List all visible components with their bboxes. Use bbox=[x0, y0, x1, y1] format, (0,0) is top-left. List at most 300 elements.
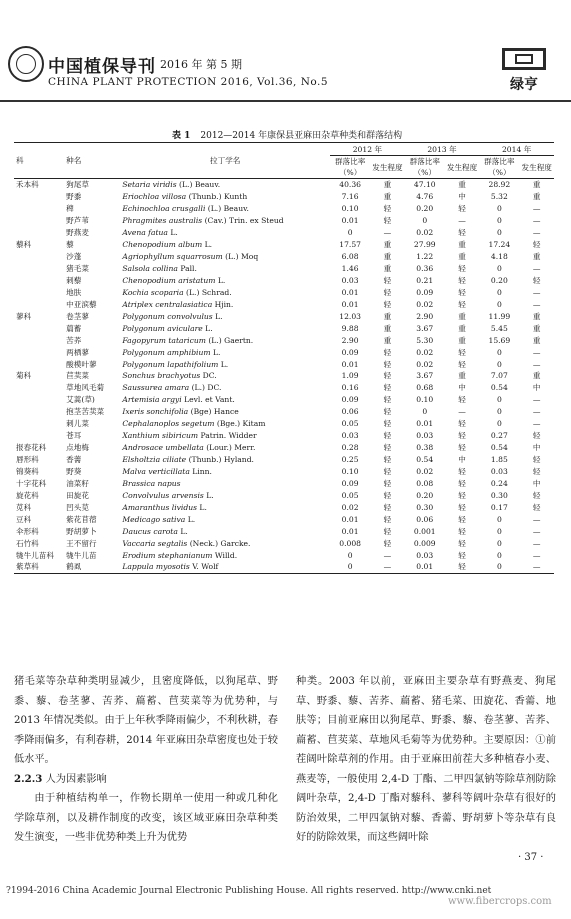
table-row bbox=[14, 406, 554, 418]
journal-title-cn: 中国植保导刊 bbox=[48, 57, 156, 77]
latin-author: Hjin. bbox=[214, 299, 234, 309]
col-ratio-unit: （%） bbox=[488, 168, 511, 177]
ratio-cell: 0 bbox=[496, 347, 502, 357]
table-caption bbox=[172, 128, 402, 141]
latin-author: L. bbox=[180, 526, 188, 536]
latin-author: (Bge.) Kitam bbox=[216, 419, 266, 429]
level-cell: 轻 bbox=[383, 383, 392, 393]
ratio-cell: 0 bbox=[496, 204, 502, 214]
ratio-cell: 0.03 bbox=[416, 550, 434, 560]
species-cell: 苍耳 bbox=[66, 431, 82, 441]
level-cell: 中 bbox=[458, 192, 466, 202]
family-cell bbox=[14, 251, 64, 263]
level-cell: 轻 bbox=[458, 228, 466, 238]
table-row bbox=[14, 466, 554, 478]
species-cell: 点地梅 bbox=[66, 443, 89, 453]
copyright-footer: ?1994-2016 China Academic Journal Electronic Publishing House. All rights reserved. http://www.cnki.net bbox=[6, 886, 492, 896]
ratio-cell: 0.06 bbox=[416, 514, 434, 524]
journal-title-en: CHINA PLANT PROTECTION 2016, Vol.36, No.5 bbox=[48, 76, 329, 88]
family-cell bbox=[14, 418, 64, 430]
level-cell: 轻 bbox=[458, 299, 466, 309]
family-cell: 牻牛儿苗科 bbox=[16, 550, 54, 560]
level-cell: 重 bbox=[532, 180, 541, 190]
ratio-cell: 17.24 bbox=[488, 240, 511, 250]
ratio-cell: 0 bbox=[496, 216, 502, 226]
species-cell: 鹤虱 bbox=[66, 562, 82, 572]
family-cell: 苋科 bbox=[16, 502, 32, 512]
level-cell: 中 bbox=[458, 383, 466, 393]
family-cell: 藜科 bbox=[16, 240, 32, 250]
ratio-cell: 0.03 bbox=[490, 466, 508, 476]
latin-name-cell bbox=[120, 215, 330, 227]
page-number: · 37 · bbox=[518, 852, 544, 863]
col-ratio: 群落比率 bbox=[409, 157, 440, 166]
level-cell: 重 bbox=[458, 252, 466, 262]
level-cell: — bbox=[532, 514, 541, 524]
latin-author: L. bbox=[215, 311, 223, 321]
ratio-cell: 0.68 bbox=[416, 383, 434, 393]
ratio-cell: 0.30 bbox=[490, 490, 508, 500]
level-cell: — bbox=[532, 419, 541, 429]
ratio-cell: 1.85 bbox=[490, 455, 508, 465]
latin-author: (L.) Schrad. bbox=[186, 287, 232, 297]
table-row bbox=[14, 203, 554, 215]
latin-author: L. bbox=[170, 228, 178, 238]
ratio-cell: 40.36 bbox=[339, 180, 362, 190]
ratio-cell: 0 bbox=[347, 562, 353, 572]
level-cell: 轻 bbox=[383, 287, 392, 297]
ratio-cell: 0.02 bbox=[416, 359, 434, 369]
family-cell bbox=[14, 215, 64, 227]
ratio-cell: 0.36 bbox=[416, 264, 434, 274]
level-cell: 轻 bbox=[458, 550, 466, 560]
ratio-cell: 0.02 bbox=[416, 347, 434, 357]
family-cell bbox=[14, 394, 64, 406]
level-cell: 轻 bbox=[458, 275, 466, 285]
ratio-cell: 5.45 bbox=[490, 323, 508, 333]
latin-author: Patrin. Widder bbox=[200, 431, 257, 441]
table-row bbox=[14, 477, 554, 489]
ratio-cell: 0.008 bbox=[339, 538, 362, 548]
latin-name-cell bbox=[120, 561, 330, 573]
latin-author: L. bbox=[217, 275, 226, 285]
ratio-cell: 12.03 bbox=[339, 311, 362, 321]
latin-binomial: Elsholtzia ciliate bbox=[122, 455, 187, 465]
level-cell: 轻 bbox=[383, 455, 392, 465]
ratio-cell: 5.32 bbox=[490, 192, 508, 202]
species-cell: 牻牛儿苗 bbox=[66, 550, 97, 560]
family-cell: 豆科 bbox=[16, 514, 32, 524]
level-cell: 重 bbox=[383, 311, 392, 321]
level-cell: 轻 bbox=[383, 216, 392, 226]
ratio-cell: 0.01 bbox=[341, 514, 359, 524]
level-cell: 轻 bbox=[458, 443, 466, 453]
level-cell: 轻 bbox=[383, 502, 392, 512]
table-row bbox=[14, 251, 554, 263]
paragraph: 由于种植结构单一，作物长期单一使用一种或几种化学除草剂，以及耕作制度的改变，该区域亚麻田杂草种类发生演变，一些非优势种类上升为优势 bbox=[14, 793, 278, 843]
family-cell bbox=[14, 430, 64, 442]
level-cell: 轻 bbox=[383, 359, 392, 369]
latin-binomial: Fagopyrum tataricum bbox=[122, 335, 206, 345]
col-species: 种名 bbox=[66, 156, 82, 165]
species-cell: 酸模叶蓼 bbox=[66, 359, 97, 369]
species-cell: 野芦苇 bbox=[66, 216, 89, 226]
journal-logo-icon bbox=[8, 46, 44, 82]
ratio-cell: 0.01 bbox=[341, 216, 359, 226]
latin-name-cell bbox=[120, 477, 330, 489]
latin-name-cell bbox=[120, 179, 330, 191]
level-cell: 中 bbox=[458, 455, 466, 465]
table-title: 2012—2014 年康保县亚麻田杂草种类和群落结构 bbox=[200, 131, 403, 141]
latin-binomial: Agriophyllum squarrosum bbox=[122, 252, 223, 262]
level-cell: 重 bbox=[532, 311, 541, 321]
latin-binomial: Ixeris sonchifolia bbox=[122, 407, 189, 417]
family-cell: 蓼科 bbox=[16, 311, 32, 321]
level-cell: — bbox=[532, 216, 541, 226]
ratio-cell: 0 bbox=[496, 287, 502, 297]
ratio-cell: 15.69 bbox=[488, 335, 511, 345]
level-cell: — bbox=[532, 299, 541, 309]
latin-name-cell bbox=[120, 203, 330, 215]
latin-binomial: Polygonum lapathifolium bbox=[122, 359, 219, 369]
table-row bbox=[14, 334, 554, 346]
level-cell: — bbox=[532, 407, 541, 417]
ratio-cell: 0.08 bbox=[416, 478, 434, 488]
ratio-cell: 0 bbox=[496, 514, 502, 524]
latin-name-cell bbox=[120, 537, 330, 549]
family-cell: 旋花科 bbox=[16, 490, 39, 500]
species-cell: 王不留行 bbox=[66, 538, 97, 548]
paragraph: 猪毛菜等杂草种类明显减少，且密度降低，以狗尾草、野黍、藜、卷茎蓼、苦荞、萹蓄、苣荬菜等为优势种，与 2013 年情况类似。由于上年秋季降雨偏少，不利秋耕，春季降雨偏多，有利春耕，2014 年亚麻田杂草密度也处于较低水平。 bbox=[14, 676, 278, 765]
species-cell: 藜 bbox=[66, 240, 74, 250]
col-ratio: 群落比率 bbox=[334, 157, 366, 166]
ratio-cell: 0.16 bbox=[341, 383, 359, 393]
ratio-cell: 0.02 bbox=[416, 466, 434, 476]
table-row bbox=[14, 537, 554, 549]
level-cell: 轻 bbox=[458, 466, 466, 476]
level-cell: 轻 bbox=[532, 240, 541, 250]
ratio-cell: 0.03 bbox=[341, 275, 359, 285]
body-left-column bbox=[14, 672, 278, 848]
species-cell: 野黍 bbox=[66, 192, 82, 202]
species-cell: 刺藜 bbox=[66, 275, 82, 285]
ratio-cell: 7.07 bbox=[490, 371, 508, 381]
col-ratio: 群落比率 bbox=[484, 157, 515, 166]
level-cell: 轻 bbox=[458, 562, 466, 572]
ratio-cell: 0.09 bbox=[341, 478, 359, 488]
latin-binomial: Brassica napus bbox=[122, 478, 181, 488]
brand-mark-icon bbox=[502, 48, 546, 70]
level-cell: 轻 bbox=[458, 419, 466, 429]
latin-name-cell bbox=[120, 310, 330, 322]
ratio-cell: 11.99 bbox=[488, 311, 511, 321]
col-ratio-unit: （%） bbox=[413, 168, 436, 177]
level-cell: 轻 bbox=[383, 514, 392, 524]
level-cell: 重 bbox=[383, 264, 392, 274]
weed-species-table bbox=[14, 142, 554, 574]
latin-author: (Cav.) Trin. ex Steud bbox=[204, 216, 284, 226]
ratio-cell: 0 bbox=[422, 216, 428, 226]
latin-name-cell bbox=[120, 191, 330, 203]
latin-binomial: Atriplex centralasiatica bbox=[122, 299, 213, 309]
level-cell: 轻 bbox=[383, 443, 392, 453]
latin-binomial: Eriochloa villosa bbox=[122, 192, 187, 202]
paragraph: 种类。2003 年以前，亚麻田主要杂草有野燕麦、狗尾草、野黍、藜、苦荞、萹蓄、猪毛菜、田旋花、香薷、地肤等；目前亚麻田以狗尾草、野黍、藜、卷茎蓼、苦荞、萹蓄、苣荬菜、草地风毛菊等为优势种。主要原因：①前茬阔叶除草剂的作用。由于亚麻田前茬大多种植春小麦、燕麦等，一般使用 2,4-D 丁酯、二甲四氯钠等除草剂防除阔叶杂草，2,4-D 丁酯对藜科、蓼科等阔叶杂草有很好的防治效果，二甲四氯钠对藜、香薷、野胡萝卜等杂草有良好的防除效果，而这些阔叶除 bbox=[296, 676, 556, 843]
family-cell: 唇形科 bbox=[16, 455, 39, 465]
level-cell: 轻 bbox=[383, 526, 392, 536]
family-cell: 菊科 bbox=[16, 371, 32, 381]
ratio-cell: 0.01 bbox=[341, 299, 359, 309]
level-cell: — bbox=[532, 204, 541, 214]
family-cell: 伞形科 bbox=[16, 526, 39, 536]
level-cell: — bbox=[458, 216, 466, 226]
ratio-cell: 0.01 bbox=[341, 526, 359, 536]
table-row bbox=[14, 275, 554, 287]
col-year-2014: 2014 年 bbox=[479, 143, 554, 156]
latin-author: (Bge) Hance bbox=[190, 407, 239, 417]
family-cell bbox=[14, 334, 64, 346]
latin-name-cell bbox=[120, 263, 330, 275]
latin-author: Pall. bbox=[180, 264, 197, 274]
latin-author: (Thunb.) Kunth bbox=[188, 192, 248, 202]
latin-name-cell bbox=[120, 239, 330, 251]
ratio-cell: 0.54 bbox=[490, 443, 508, 453]
level-cell: 重 bbox=[532, 371, 541, 381]
latin-author: L. bbox=[205, 323, 213, 333]
level-cell: 重 bbox=[532, 323, 541, 333]
level-cell: 重 bbox=[532, 192, 541, 202]
latin-binomial: Setaria viridis bbox=[122, 180, 177, 190]
level-cell: 轻 bbox=[458, 478, 466, 488]
family-cell bbox=[14, 358, 64, 370]
level-cell: — bbox=[383, 228, 392, 238]
species-cell: 苦荞 bbox=[66, 335, 82, 345]
col-level: 发生程度 bbox=[372, 162, 403, 172]
table-row bbox=[14, 322, 554, 334]
ratio-cell: 0.001 bbox=[413, 526, 436, 536]
latin-name-cell bbox=[120, 286, 330, 298]
ratio-cell: 0 bbox=[496, 407, 502, 417]
level-cell: 重 bbox=[383, 180, 392, 190]
level-cell: 轻 bbox=[383, 490, 392, 500]
ratio-cell: 0.20 bbox=[416, 204, 434, 214]
ratio-cell: 0.30 bbox=[416, 502, 434, 512]
table-row bbox=[14, 298, 554, 310]
level-cell: — bbox=[532, 550, 541, 560]
header-rule bbox=[0, 100, 571, 102]
latin-author: Linn. bbox=[192, 466, 212, 476]
table-row bbox=[14, 358, 554, 370]
latin-name-cell bbox=[120, 275, 330, 287]
table-row bbox=[14, 418, 554, 430]
family-cell: 十字花科 bbox=[16, 478, 47, 488]
ratio-cell: 0 bbox=[496, 526, 502, 536]
latin-binomial: Phragmites australis bbox=[122, 216, 203, 226]
level-cell: 轻 bbox=[383, 275, 392, 285]
latin-binomial: Erodium stephanianum bbox=[122, 550, 213, 560]
family-cell bbox=[14, 191, 64, 203]
level-cell: — bbox=[532, 359, 541, 369]
level-cell: 重 bbox=[383, 192, 392, 202]
latin-author: (L.) Beauv. bbox=[207, 204, 249, 214]
level-cell: 中 bbox=[532, 478, 541, 488]
table-row bbox=[14, 286, 554, 298]
latin-name-cell bbox=[120, 406, 330, 418]
level-cell: 重 bbox=[383, 335, 392, 345]
species-cell: 苣荬菜 bbox=[66, 371, 89, 381]
ratio-cell: 0.02 bbox=[416, 299, 434, 309]
table-row bbox=[14, 346, 554, 358]
species-cell: 稗 bbox=[66, 204, 74, 214]
ratio-cell: 4.18 bbox=[490, 252, 508, 262]
issue-info-cn: 2016 年 第 5 期 bbox=[160, 58, 242, 71]
species-cell: 猪毛菜 bbox=[66, 264, 89, 274]
latin-name-cell bbox=[120, 334, 330, 346]
family-cell: 报春花科 bbox=[16, 443, 47, 453]
table-row bbox=[14, 227, 554, 239]
ratio-cell: 0 bbox=[496, 419, 502, 429]
species-cell: 油菜籽 bbox=[66, 478, 89, 488]
table-row bbox=[14, 430, 554, 442]
table-row bbox=[14, 215, 554, 227]
family-cell: 石竹科 bbox=[16, 538, 39, 548]
level-cell: — bbox=[383, 550, 392, 560]
family-cell bbox=[14, 203, 64, 215]
level-cell: 轻 bbox=[383, 299, 392, 309]
level-cell: 轻 bbox=[383, 395, 392, 405]
level-cell: 重 bbox=[458, 371, 466, 381]
latin-binomial: Medicago sativa bbox=[122, 514, 186, 524]
ratio-cell: 0.02 bbox=[341, 502, 359, 512]
latin-name-cell bbox=[120, 549, 330, 561]
table-row bbox=[14, 370, 554, 382]
ratio-cell: 0.25 bbox=[341, 455, 359, 465]
level-cell: 轻 bbox=[532, 502, 541, 512]
ratio-cell: 3.67 bbox=[416, 371, 434, 381]
section-number: 2.2.3 bbox=[14, 772, 43, 785]
col-level: 发生程度 bbox=[521, 162, 552, 172]
level-cell: 轻 bbox=[383, 431, 392, 441]
latin-author: (L.) Gaertn. bbox=[208, 335, 254, 345]
species-cell: 抱茎苦荬菜 bbox=[66, 407, 105, 417]
latin-binomial: Daucus carota bbox=[122, 526, 178, 536]
level-cell: — bbox=[532, 264, 541, 274]
level-cell: 轻 bbox=[383, 419, 392, 429]
family-cell bbox=[14, 263, 64, 275]
level-cell: 轻 bbox=[383, 478, 392, 488]
ratio-cell: 0.10 bbox=[416, 395, 434, 405]
latin-binomial: Cephalanoplos segetum bbox=[122, 419, 215, 429]
latin-binomial: Kochia scoparia bbox=[122, 287, 184, 297]
ratio-cell: 1.46 bbox=[341, 264, 359, 274]
latin-author: (Lour.) Merr. bbox=[206, 443, 256, 453]
level-cell: — bbox=[532, 526, 541, 536]
level-cell: — bbox=[383, 562, 392, 572]
family-cell bbox=[14, 227, 64, 239]
latin-author: L. bbox=[187, 514, 196, 524]
latin-author: L. bbox=[220, 359, 229, 369]
ratio-cell: 0.05 bbox=[341, 490, 359, 500]
latin-author: (L.) Moq bbox=[225, 252, 259, 262]
latin-binomial: Polygonum aviculare bbox=[122, 323, 203, 333]
latin-author: L. bbox=[199, 502, 207, 512]
species-cell: 野葵 bbox=[66, 466, 82, 476]
col-family: 科 bbox=[16, 156, 24, 165]
level-cell: 轻 bbox=[458, 347, 466, 357]
level-cell: — bbox=[532, 538, 541, 548]
ratio-cell: 0.01 bbox=[416, 419, 434, 429]
section-heading bbox=[14, 770, 278, 790]
latin-binomial: Sonchus brachyotus bbox=[122, 371, 201, 381]
ratio-cell: 0.09 bbox=[416, 287, 434, 297]
level-cell: 重 bbox=[458, 311, 466, 321]
latin-author: (Thunb.) Hyland. bbox=[188, 455, 254, 465]
latin-author: L. bbox=[213, 347, 221, 357]
level-cell: 中 bbox=[532, 383, 541, 393]
ratio-cell: 1.09 bbox=[341, 371, 359, 381]
level-cell: 轻 bbox=[532, 275, 541, 285]
family-cell bbox=[14, 275, 64, 287]
section-title: 人为因素影响 bbox=[45, 773, 107, 785]
col-year-2012: 2012 年 bbox=[330, 143, 405, 156]
species-cell: 卷茎蓼 bbox=[66, 311, 89, 321]
ratio-cell: 0 bbox=[496, 562, 502, 572]
species-cell: 萹蓄 bbox=[66, 323, 82, 333]
brand-name: 绿亨 bbox=[510, 77, 538, 93]
latin-name-cell bbox=[120, 251, 330, 263]
latin-name-cell bbox=[120, 382, 330, 394]
latin-binomial: Salsola collina bbox=[122, 264, 178, 274]
level-cell: 轻 bbox=[532, 455, 541, 465]
table-row bbox=[14, 239, 554, 251]
level-cell: 轻 bbox=[458, 359, 466, 369]
level-cell: 轻 bbox=[383, 466, 392, 476]
latin-author: Willd. bbox=[214, 550, 238, 560]
level-cell: — bbox=[532, 287, 541, 297]
latin-name-cell bbox=[120, 227, 330, 239]
family-cell: 禾本科 bbox=[16, 180, 39, 190]
ratio-cell: 4.76 bbox=[416, 192, 434, 202]
latin-author: (L.) Beauv. bbox=[179, 180, 221, 190]
species-cell: 草地风毛菊 bbox=[66, 383, 105, 393]
table-row bbox=[14, 442, 554, 454]
ratio-cell: 0.10 bbox=[341, 204, 359, 214]
ratio-cell: 0 bbox=[347, 550, 353, 560]
latin-name-cell bbox=[120, 442, 330, 454]
family-cell bbox=[14, 286, 64, 298]
level-cell: 轻 bbox=[383, 371, 392, 381]
level-cell: 轻 bbox=[532, 431, 541, 441]
ratio-cell: 0.009 bbox=[413, 538, 436, 548]
latin-name-cell bbox=[120, 489, 330, 501]
ratio-cell: 0.20 bbox=[416, 490, 434, 500]
latin-binomial: Polygonum amphibium bbox=[122, 347, 211, 357]
latin-name-cell bbox=[120, 466, 330, 478]
species-cell: 野胡萝卜 bbox=[66, 526, 97, 536]
latin-binomial: Avena fatua bbox=[122, 228, 168, 238]
ratio-cell: 0.05 bbox=[341, 419, 359, 429]
species-cell: 两栖蓼 bbox=[66, 347, 89, 357]
level-cell: 轻 bbox=[383, 204, 392, 214]
latin-author: V. Wolf bbox=[192, 562, 219, 572]
level-cell: 中 bbox=[532, 443, 541, 453]
ratio-cell: 0 bbox=[496, 299, 502, 309]
latin-name-cell bbox=[120, 454, 330, 466]
family-cell bbox=[14, 346, 64, 358]
col-ratio-unit: （%） bbox=[338, 168, 362, 177]
level-cell: 重 bbox=[532, 252, 541, 262]
latin-author: Levl. et Vant. bbox=[184, 395, 235, 405]
